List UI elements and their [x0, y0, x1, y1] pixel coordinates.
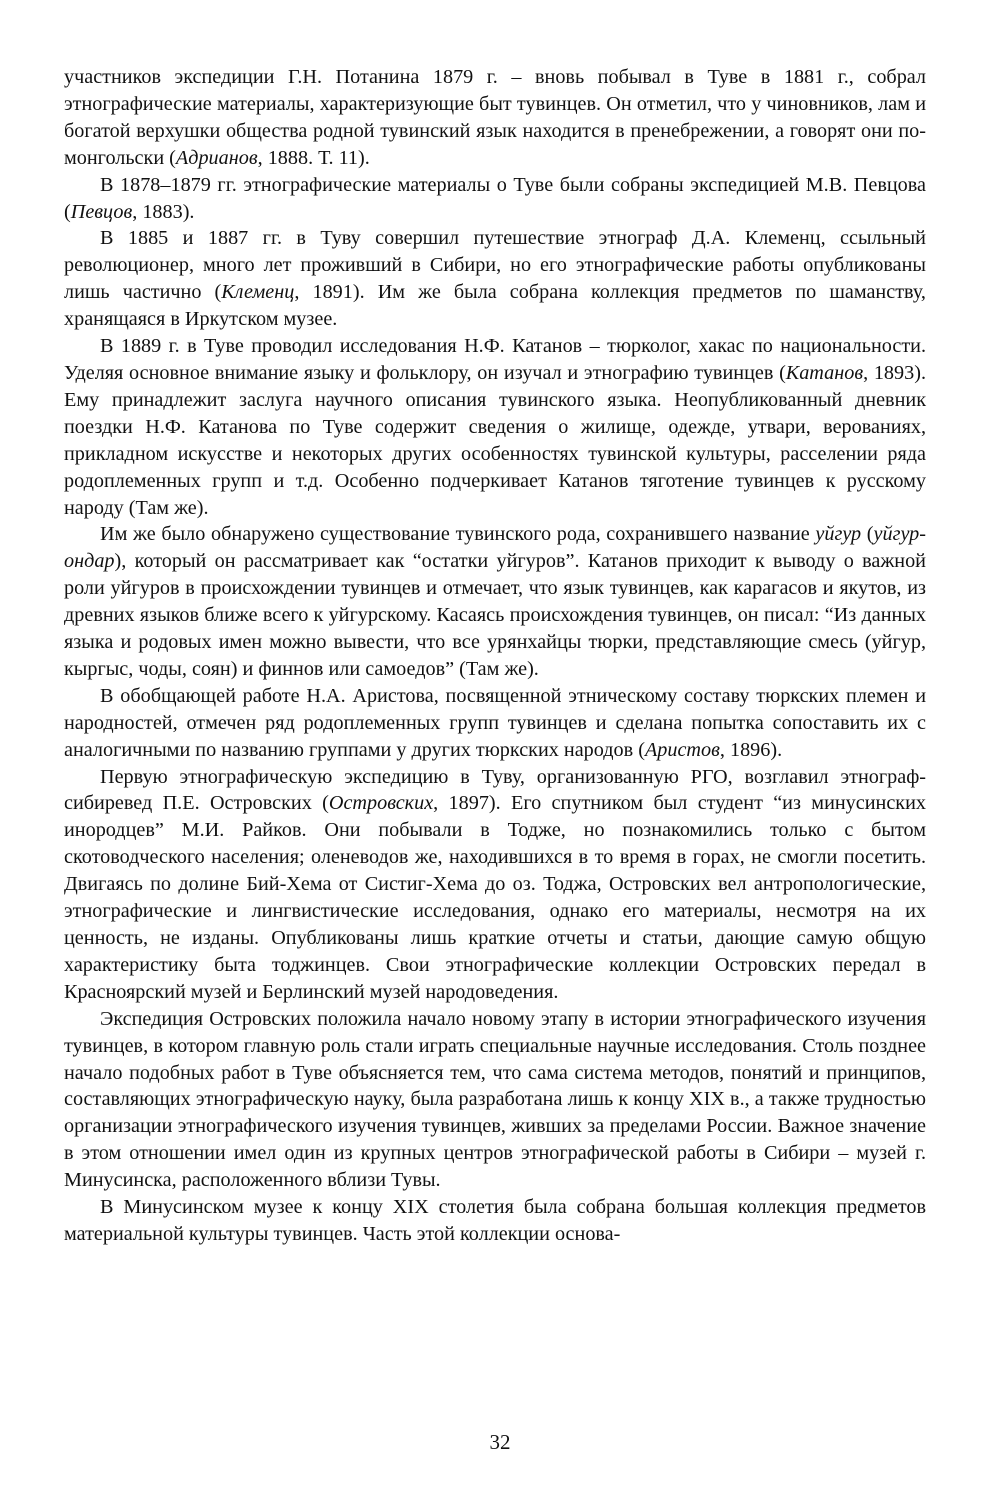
paragraph: Им же было обнаружено существование тувинского рода, сохранившего название уйгур (уйгур-ондар), который он рассматривает как “остатки уйгуров”. Катанов приходит к выводу о важной роли уйгуров в происхождении тувинцев и отмечает, что язык тувинцев, как карагасов и якутов, из древних языков ближе всего к уйгурскому. Касаясь происхождения тувинцев, он писал: “Из данных языка и родовых имен можно вывести, что все урянхайцы тюрки, представляющие смесь (уйгур, кыргыс, чоды, соян) и финнов или самоедов” (Там же). [64, 523, 926, 680]
paragraph: Экспедиция Островских положила начало новому этапу в истории этнографического изучения тувинцев, в котором главную роль стали играть специальные научные исследования. Столь позднее начало подобных работ в Туве объясняется тем, что сама система методов, понятий и принципов, составляющих этнографическую науку, была разработана лишь к концу XIX в., а также трудностью организации этнографического изучения тувинцев, живших за пределами России. Важное значение в этом отношении имел один из крупных центров этнографической работы в Сибири – музей г. Минусинска, расположенного вблизи Тувы. [64, 1007, 926, 1192]
paragraph: В 1885 и 1887 гг. в Туву совершил путешествие этнограф Д.А. Клеменц, ссыльный революционер, много лет проживший в Сибири, но его этнографические работы опубликованы лишь частично (Клеменц, 1891). Им же была собрана коллекция предметов по шаманству, хранящаяся в Иркутском музее. [64, 227, 926, 331]
paragraph: В 1878–1879 гг. этнографические материалы о Туве были собраны экспедицией М.В. Певцова (Певцов, 1883). [64, 173, 926, 223]
paragraph: В Минусинском музее к концу XIX столетия была собрана большая коллекция предметов материальной культуры тувинцев. Часть этой коллекции основа- [64, 1196, 926, 1245]
paragraph: участников экспедиции Г.Н. Потанина 1879 г. – вновь побывал в Туве в 1881 г., собрал этнографические материалы, характеризующие быт тувинцев. Он отметил, что у чиновников, лам и богатой верхушки общества родной тувинский язык находится в пренебрежении, а говорят они по-монгольски (Адрианов, 1888. Т. 11). [64, 66, 926, 169]
page-number: 32 [489, 1430, 511, 1454]
paragraph: В 1889 г. в Туве проводил исследования Н.Ф. Катанов – тюрколог, хакас по национальности. Уделяя основное внимание языку и фольклору, он изучал и этнографию тувинцев (Катанов, 1893). Ему принадлежит заслуга научного описания тувинского языка. Неопубликованный дневник поездки Н.Ф. Катанова по Туве содержит сведения о жилище, одежде, утвари, верованиях, прикладном искусстве и некоторых других особенностях тувинской культуры, расселении ряда родоплеменных групп и т.д. Особенно подчеркивает Катанов тяготение тувинцев к русскому народу (Там же). [64, 335, 926, 519]
page-text [64, 64, 926, 1248]
paragraph: В обобщающей работе Н.А. Аристова, посвященной этническому составу тюркских племен и народностей, отмечен ряд родоплеменных групп тувинцев и сделана попытка сопоставить их с аналогичными по названию группами у других тюркских народов (Аристов, 1896). [64, 684, 926, 761]
paragraph: Первую этнографическую экспедицию в Туву, организованную РГО, возглавил этнограф-сибиревед П.Е. Островских (Островских, 1897). Его спутником был студент “из минусинских инородцев” М.И. Райков. Они побывали в Тодже, но познакомились только с бытом скотоводческого населения; оленеводов же, находившихся в то время в горах, не смогли посетить. Двигаясь по долине Бий-Хема от Систиг-Хема до оз. Тоджа, Островских вел антропологические, этнографические и лингвистические исследования, однако его материалы, несмотря на их ценность, не изданы. Опубликованы лишь краткие отчеты и статьи, дающие самую общую характеристику быта тоджинцев. Свои этнографические коллекции Островских передал в Красноярский музей и Берлинский музей народоведения. [64, 765, 927, 1003]
